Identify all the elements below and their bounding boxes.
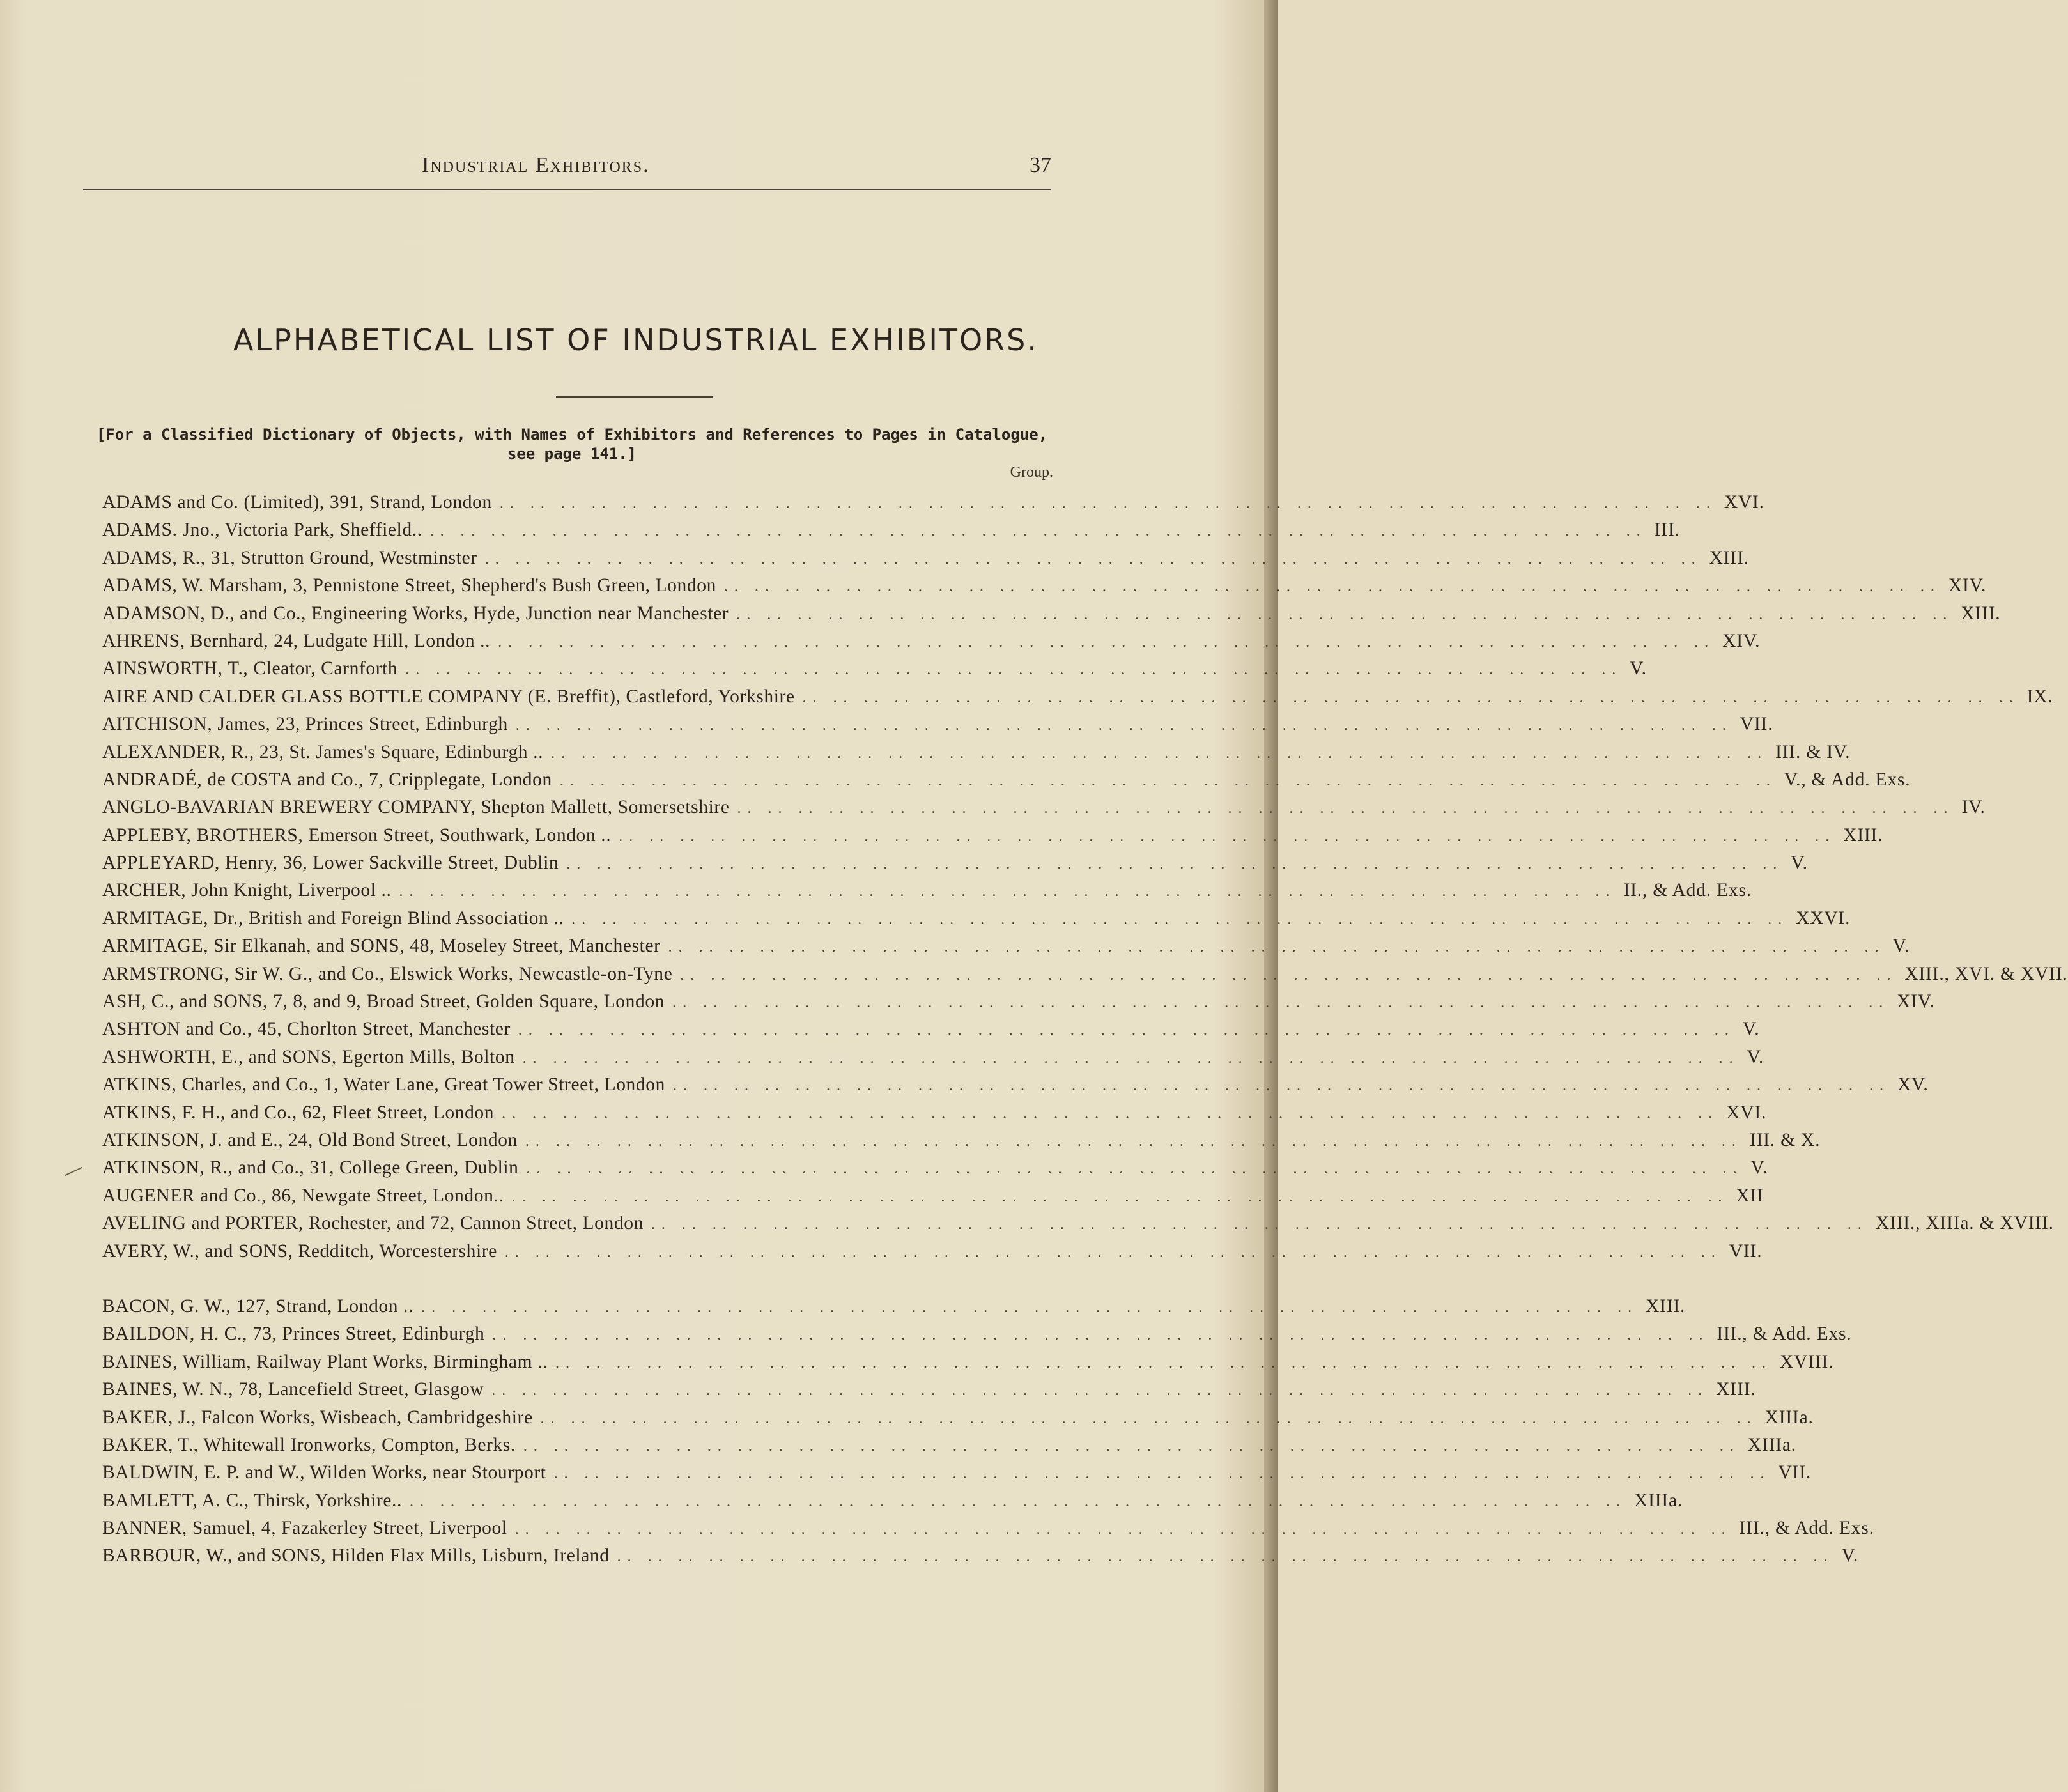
- leader-dots: .. .. .. .. .. .. .. .. .. .. .. .. .. .. .. .. .. .. .. .. .. .. .. .. .. .. .. .. .. .. .. .. .. .. .. .. .. .. .. ..: [499, 495, 1717, 512]
- leader-dots: .. .. .. .. .. .. .. .. .. .. .. .. .. .. .. .. .. .. .. .. .. .. .. .. .. .. .. .. .. .. .. .. .. .. .. .. .. .. .. ..: [723, 578, 1941, 596]
- exhibitor-name: AVELING and PORTER, Rochester, and 72, Cannon Street, London: [102, 1213, 644, 1234]
- exhibitor-group: XIII.: [1716, 1379, 1756, 1400]
- exhibitor-group: XXVI.: [1796, 908, 1851, 929]
- leader-dots: .. .. .. .. .. .. .. .. .. .. .. .. .. .. .. .. .. .. .. .. .. .. .. .. .. .. .. .. .. .. .. .. .. .. .. .. .. .. .. ..: [410, 1493, 1626, 1510]
- exhibitor-entry: [102, 516, 1680, 544]
- leader-dots: .. .. .. .. .. .. .. .. .. .. .. .. .. .. .. .. .. .. .. .. .. .. .. .. .. .. .. .. .. .. .. .. .. .. .. .. .. .. .. ..: [571, 911, 1789, 928]
- exhibitor-group: VII.: [1740, 714, 1773, 735]
- exhibitor-group: XIIIa.: [1764, 1407, 1814, 1428]
- exhibitor-group: XIII.: [1961, 603, 2001, 624]
- leader-dots: .. .. .. .. .. .. .. .. .. .. .. .. .. .. .. .. .. .. .. .. .. .. .. .. .. .. .. .. .. .. .. .. .. .. .. .. .. .. .. ..: [736, 606, 1954, 623]
- exhibitor-group: V.: [1747, 1046, 1764, 1067]
- exhibitor-name: ALEXANDER, R., 23, St. James's Square, Edinburgh ..: [102, 741, 544, 762]
- page-title: ALPHABETICAL LIST OF INDUSTRIAL EXHIBITORS.: [233, 323, 1038, 357]
- exhibitor-group: VII.: [1729, 1240, 1763, 1262]
- leader-dots: .. .. .. .. .. .. .. .. .. .. .. .. .. .. .. .. .. .. .. .. .. .. .. .. .. .. .. .. .. .. .. .. .. .. .. .. .. .. .. ..: [498, 633, 1715, 651]
- exhibitor-group: II., & Add. Exs.: [1623, 880, 1752, 901]
- exhibitor-name: BALDWIN, E. P. and W., Wilden Works, near Stourport: [102, 1462, 546, 1483]
- exhibitor-group: XIII.: [1843, 824, 1883, 846]
- exhibitor-name: ARMITAGE, Sir Elkanah, and SONS, 48, Moseley Street, Manchester: [102, 936, 661, 957]
- leader-dots: .. .. .. .. .. .. .. .. .. .. .. .. .. .. .. .. .. .. .. .. .. .. .. .. .. .. .. .. .. .. .. .. .. .. .. .. .. .. .. ..: [672, 994, 1890, 1012]
- exhibitor-name: ARMITAGE, Dr., British and Foreign Blind Association ..: [102, 908, 564, 929]
- exhibitor-group: XV.: [1897, 1074, 1929, 1095]
- leader-dots: .. .. .. .. .. .. .. .. .. .. .. .. .. .. .. .. .. .. .. .. .. .. .. .. .. .. .. .. .. .. .. .. .. .. .. .. .. .. .. ..: [551, 745, 1768, 762]
- exhibitor-group: XIII.: [1646, 1295, 1686, 1317]
- exhibitor-name: BANNER, Samuel, 4, Fazakerley Street, Liverpool: [102, 1518, 507, 1539]
- page-number: 37: [1030, 153, 1051, 177]
- leader-dots: .. .. .. .. .. .. .. .. .. .. .. .. .. .. .. .. .. .. .. .. .. .. .. .. .. .. .. .. .. .. .. .. .. .. .. .. .. .. .. ..: [559, 772, 1777, 789]
- exhibitor-entry: [102, 932, 1910, 960]
- exhibitor-entry: [102, 1182, 1764, 1210]
- exhibitor-name: ANGLO-BAVARIAN BREWERY COMPANY, Shepton Mallett, Somersetshire: [102, 797, 730, 818]
- leader-dots: .. .. .. .. .. .. .. .. .. .. .. .. .. .. .. .. .. .. .. .. .. .. .. .. .. .. .. .. .. .. .. .. .. .. .. .. .. .. .. ..: [668, 939, 1885, 956]
- leader-dots: .. .. .. .. .. .. .. .. .. .. .. .. .. .. .. .. .. .. .. .. .. .. .. .. .. .. .. .. .. .. .. .. .. .. .. .. .. .. .. ..: [651, 1216, 1868, 1233]
- exhibitor-entry: [102, 1348, 1834, 1376]
- exhibitor-entry: [102, 600, 2001, 628]
- exhibitor-name: BAINES, William, Railway Plant Works, Birmingham ..: [102, 1351, 548, 1372]
- exhibitor-name: ADAMS. Jno., Victoria Park, Sheffield..: [102, 520, 422, 541]
- leader-dots: .. .. .. .. .. .. .. .. .. .. .. .. .. .. .. .. .. .. .. .. .. .. .. .. .. .. .. .. .. .. .. .. .. .. .. .. .. .. .. ..: [619, 828, 1836, 845]
- exhibitor-group: XIII., XVI. & XVII.: [1904, 963, 2068, 984]
- exhibitor-group: XIIIa.: [1747, 1434, 1796, 1455]
- exhibitor-group: XVI.: [1726, 1102, 1767, 1123]
- exhibitor-group: XII: [1736, 1185, 1764, 1206]
- running-title: Industrial Exhibitors.: [422, 153, 650, 177]
- leader-dots: .. .. .. .. .. .. .. .. .. .. .. .. .. .. .. .. .. .. .. .. .. .. .. .. .. .. .. .. .. .. .. .. .. .. .. .. .. .. .. ..: [737, 800, 1954, 817]
- leader-dots: .. .. .. .. .. .. .. .. .. .. .. .. .. .. .. .. .. .. .. .. .. .. .. .. .. .. .. .. .. .. .. .. .. .. .. .. .. .. .. ..: [802, 689, 2019, 706]
- exhibitor-entry: [102, 1154, 1768, 1182]
- exhibitor-group: III.: [1654, 520, 1680, 541]
- exhibitor-group: V.: [1630, 658, 1647, 679]
- exhibitor-group: V.: [1892, 936, 1910, 957]
- exhibitor-entry: [102, 1044, 1764, 1071]
- leader-dots: .. .. .. .. .. .. .. .. .. .. .. .. .. .. .. .. .. .. .. .. .. .. .. .. .. .. .. .. .. .. .. .. .. .. .. .. .. .. .. ..: [514, 1521, 1732, 1538]
- leader-dots: .. .. .. .. .. .. .. .. .. .. .. .. .. .. .. .. .. .. .. .. .. .. .. .. .. .. .. .. .. .. .. .. .. .. .. .. .. .. .. ..: [399, 883, 1616, 900]
- exhibitor-name: ARMSTRONG, Sir W. G., and Co., Elswick Works, Newcastle-on-Tyne: [102, 963, 673, 984]
- exhibitor-group: XIIIa.: [1634, 1490, 1683, 1511]
- catalogue-note: [For a Classified Dictionary of Objects, with Names of Exhibitors and References to Pages in Catalogue, see page 141.]: [96, 426, 1048, 463]
- exhibitor-entry: [102, 1320, 1852, 1348]
- exhibitor-group: XIV.: [1897, 991, 1935, 1012]
- leader-dots: .. .. .. .. .. .. .. .. .. .. .. .. .. .. .. .. .. .. .. .. .. .. .. .. .. .. .. .. .. .. .. .. .. .. .. .. .. .. .. ..: [484, 550, 1702, 568]
- exhibitor-name: AVERY, W., and SONS, Redditch, Worcestershire: [102, 1240, 497, 1262]
- exhibitor-entry: [102, 1238, 1763, 1265]
- exhibitor-entry: [102, 822, 1883, 849]
- exhibitor-name: ASHWORTH, E., and SONS, Egerton Mills, Bolton: [102, 1046, 515, 1067]
- leader-dots: .. .. .. .. .. .. .. .. .. .. .. .. .. .. .. .. .. .. .. .. .. .. .. .. .. .. .. .. .. .. .. .. .. .. .. .. .. .. .. ..: [672, 1078, 1890, 1095]
- exhibitor-name: AUGENER and Co., 86, Newgate Street, London..: [102, 1185, 504, 1206]
- leader-dots: .. .. .. .. .. .. .. .. .. .. .. .. .. .. .. .. .. .. .. .. .. .. .. .. .. .. .. .. .. .. .. .. .. .. .. .. .. .. .. ..: [502, 1105, 1719, 1122]
- exhibitor-entry: [102, 1487, 1683, 1515]
- exhibitor-name: BACON, G. W., 127, Strand, London ..: [102, 1295, 414, 1317]
- leader-dots: .. .. .. .. .. .. .. .. .. .. .. .. .. .. .. .. .. .. .. .. .. .. .. .. .. .. .. .. .. .. .. .. .. .. .. .. .. .. .. ..: [555, 1354, 1773, 1371]
- exhibitor-group: VII.: [1778, 1462, 1812, 1483]
- exhibitor-entry: [102, 1376, 1756, 1403]
- leader-dots: .. .. .. .. .. .. .. .. .. .. .. .. .. .. .. .. .. .. .. .. .. .. .. .. .. .. .. .. .. .. .. .. .. .. .. .. .. .. .. ..: [617, 1549, 1834, 1566]
- leader-dots: .. .. .. .. .. .. .. .. .. .. .. .. .. .. .. .. .. .. .. .. .. .. .. .. .. .. .. .. .. .. .. .. .. .. .. .. .. .. .. ..: [522, 1049, 1740, 1067]
- title-rule: [556, 396, 713, 398]
- leader-dots: .. .. .. .. .. .. .. .. .. .. .. .. .. .. .. .. .. .. .. .. .. .. .. .. .. .. .. .. .. .. .. .. .. .. .. .. .. .. .. ..: [511, 1188, 1729, 1205]
- leader-dots: .. .. .. .. .. .. .. .. .. .. .. .. .. .. .. .. .. .. .. .. .. .. .. .. .. .. .. .. .. .. .. .. .. .. .. .. .. .. .. ..: [504, 1244, 1722, 1261]
- exhibitor-name: BAKER, T., Whitewall Ironworks, Compton, Berks.: [102, 1434, 516, 1455]
- exhibitor-name: BAINES, W. N., 78, Lancefield Street, Glasgow: [102, 1379, 484, 1400]
- exhibitor-entry: [102, 572, 1987, 599]
- exhibitor-name: ATKINSON, J. and E., 24, Old Bond Street, London: [102, 1129, 518, 1150]
- exhibitor-group: V.: [1742, 1019, 1760, 1040]
- exhibitor-name: AITCHISON, James, 23, Princes Street, Edinburgh: [102, 714, 508, 735]
- exhibitor-entry: [102, 877, 1752, 904]
- exhibitor-group: XIV.: [1948, 575, 1987, 596]
- exhibitor-entry: [102, 1432, 1796, 1459]
- exhibitor-entry: [102, 1071, 1929, 1099]
- exhibitor-entry: [102, 1127, 1821, 1154]
- exhibitor-entry: [102, 683, 2053, 711]
- exhibitor-group: IX.: [2026, 686, 2053, 707]
- exhibitor-name: ATKINS, Charles, and Co., 1, Water Lane, Great Tower Street, London: [102, 1074, 665, 1095]
- pencil-mark: [65, 1167, 82, 1176]
- leader-dots: .. .. .. .. .. .. .. .. .. .. .. .. .. .. .. .. .. .. .. .. .. .. .. .. .. .. .. .. .. .. .. .. .. .. .. .. .. .. .. ..: [429, 523, 1647, 540]
- exhibitor-group: III. & IV.: [1775, 741, 1851, 762]
- exhibitor-entry: [102, 711, 1773, 738]
- exhibitor-entry: [102, 1404, 1814, 1432]
- exhibitor-entry: [102, 1515, 1874, 1542]
- exhibitor-name: ATKINS, F. H., and Co., 62, Fleet Street, London: [102, 1102, 495, 1123]
- exhibitor-entry: [102, 905, 1851, 932]
- exhibitor-group: XIII., XIIIa. & XVIII.: [1875, 1213, 2054, 1234]
- leader-dots: .. .. .. .. .. .. .. .. .. .. .. .. .. .. .. .. .. .. .. .. .. .. .. .. .. .. .. .. .. .. .. .. .. .. .. .. .. .. .. ..: [525, 1132, 1742, 1150]
- exhibitor-group: XVIII.: [1780, 1351, 1834, 1372]
- exhibitor-entry: [102, 739, 1851, 766]
- exhibitor-name: APPLEYARD, Henry, 36, Lower Sackville Street, Dublin: [102, 853, 559, 874]
- exhibitor-entry: [102, 1293, 1686, 1320]
- exhibitor-group: V., & Add. Exs.: [1784, 769, 1911, 790]
- leader-dots: .. .. .. .. .. .. .. .. .. .. .. .. .. .. .. .. .. .. .. .. .. .. .. .. .. .. .. .. .. .. .. .. .. .. .. .. .. .. .. ..: [566, 856, 1784, 873]
- exhibitor-name: AIRE AND CALDER GLASS BOTTLE COMPANY (E. Breffit), Castleford, Yorkshire: [102, 686, 795, 707]
- leader-dots: .. .. .. .. .. .. .. .. .. .. .. .. .. .. .. .. .. .. .. .. .. .. .. .. .. .. .. .. .. .. .. .. .. .. .. .. .. .. .. ..: [421, 1299, 1639, 1316]
- leader-dots: .. .. .. .. .. .. .. .. .. .. .. .. .. .. .. .. .. .. .. .. .. .. .. .. .. .. .. .. .. .. .. .. .. .. .. .. .. .. .. ..: [515, 717, 1732, 734]
- exhibitor-name: BAMLETT, A. C., Thirsk, Yorkshire..: [102, 1490, 402, 1511]
- exhibitor-entry: [102, 1210, 2054, 1237]
- group-column-header: Group.: [1010, 464, 1053, 481]
- exhibitor-name: ANDRADÉ, de COSTA and Co., 7, Cripplegate, London: [102, 769, 552, 790]
- exhibitor-entry: [102, 1542, 1859, 1570]
- running-head: [83, 153, 1051, 185]
- exhibitor-group: V.: [1791, 853, 1808, 874]
- leader-dots: .. .. .. .. .. .. .. .. .. .. .. .. .. .. .. .. .. .. .. .. .. .. .. .. .. .. .. .. .. .. .. .. .. .. .. .. .. .. .. ..: [492, 1327, 1709, 1344]
- leader-dots: .. .. .. .. .. .. .. .. .. .. .. .. .. .. .. .. .. .. .. .. .. .. .. .. .. .. .. .. .. .. .. .. .. .. .. .. .. .. .. ..: [518, 1022, 1735, 1039]
- exhibitor-group: XIV.: [1722, 630, 1761, 651]
- exhibitor-name: ADAMS, W. Marsham, 3, Pennistone Street, Shepherd's Bush Green, London: [102, 575, 716, 596]
- exhibitor-group: III., & Add. Exs.: [1717, 1324, 1852, 1345]
- exhibitor-name: APPLEBY, BROTHERS, Emerson Street, Southwark, London ..: [102, 824, 612, 846]
- header-rule: [83, 189, 1051, 190]
- exhibitor-group: XVI.: [1724, 492, 1764, 513]
- exhibitor-entry: [102, 545, 1749, 572]
- exhibitor-group: III., & Add. Exs.: [1739, 1518, 1874, 1539]
- leader-dots: .. .. .. .. .. .. .. .. .. .. .. .. .. .. .. .. .. .. .. .. .. .. .. .. .. .. .. .. .. .. .. .. .. .. .. .. .. .. .. ..: [553, 1465, 1771, 1483]
- exhibitor-list: [102, 489, 2068, 1570]
- leader-dots: .. .. .. .. .. .. .. .. .. .. .. .. .. .. .. .. .. .. .. .. .. .. .. .. .. .. .. .. .. .. .. .. .. .. .. .. .. .. .. ..: [540, 1410, 1757, 1427]
- exhibitor-entry: [102, 1459, 1812, 1487]
- leader-dots: .. .. .. .. .. .. .. .. .. .. .. .. .. .. .. .. .. .. .. .. .. .. .. .. .. .. .. .. .. .. .. .. .. .. .. .. .. .. .. ..: [405, 661, 1623, 679]
- exhibitor-group: IV.: [1961, 797, 1986, 818]
- exhibitor-name: AINSWORTH, T., Cleator, Carnforth: [102, 658, 398, 679]
- leader-dots: .. .. .. .. .. .. .. .. .. .. .. .. .. .. .. .. .. .. .. .. .. .. .. .. .. .. .. .. .. .. .. .. .. .. .. .. .. .. .. ..: [526, 1161, 1743, 1178]
- exhibitor-entry: [102, 1099, 1767, 1127]
- exhibitor-group: V.: [1841, 1545, 1859, 1566]
- exhibitor-name: BAKER, J., Falcon Works, Wisbeach, Cambridgeshire: [102, 1407, 533, 1428]
- exhibitor-entry: [102, 1016, 1760, 1043]
- exhibitor-entry: [102, 961, 2068, 988]
- exhibitor-group: V.: [1750, 1157, 1768, 1178]
- exhibitor-entry: [102, 766, 1911, 794]
- exhibitor-group: III. & X.: [1749, 1129, 1821, 1150]
- leader-dots: .. .. .. .. .. .. .. .. .. .. .. .. .. .. .. .. .. .. .. .. .. .. .. .. .. .. .. .. .. .. .. .. .. .. .. .. .. .. .. ..: [523, 1437, 1740, 1455]
- exhibitor-name: ASHTON and Co., 45, Chorlton Street, Manchester: [102, 1019, 511, 1040]
- exhibitor-name: ADAMS, R., 31, Strutton Ground, Westminster: [102, 547, 477, 568]
- exhibitor-name: BARBOUR, W., and SONS, Hilden Flax Mills, Lisburn, Ireland: [102, 1545, 610, 1566]
- exhibitor-name: ARCHER, John Knight, Liverpool ..: [102, 880, 392, 901]
- exhibitor-entry: [102, 988, 1935, 1016]
- exhibitor-name: ADAMSON, D., and Co., Engineering Works, Hyde, Junction near Manchester: [102, 603, 729, 624]
- exhibitor-entry: [102, 794, 1986, 821]
- exhibitor-entry: [102, 489, 1764, 516]
- leader-dots: .. .. .. .. .. .. .. .. .. .. .. .. .. .. .. .. .. .. .. .. .. .. .. .. .. .. .. .. .. .. .. .. .. .. .. .. .. .. .. ..: [680, 966, 1897, 984]
- exhibitor-name: AHRENS, Bernhard, 24, Ludgate Hill, London ..: [102, 630, 491, 651]
- exhibitor-group: XIII.: [1709, 547, 1749, 568]
- exhibitor-entry: [102, 655, 1647, 683]
- exhibitor-name: BAILDON, H. C., 73, Princes Street, Edinburgh: [102, 1324, 485, 1345]
- exhibitor-name: ADAMS and Co. (Limited), 391, Strand, London: [102, 492, 492, 513]
- exhibitor-entry: [102, 849, 1808, 877]
- exhibitor-name: ATKINSON, R., and Co., 31, College Green, Dublin: [102, 1157, 519, 1178]
- leader-dots: .. .. .. .. .. .. .. .. .. .. .. .. .. .. .. .. .. .. .. .. .. .. .. .. .. .. .. .. .. .. .. .. .. .. .. .. .. .. .. ..: [491, 1382, 1709, 1400]
- exhibitor-name: ASH, C., and SONS, 7, 8, and 9, Broad Street, Golden Square, London: [102, 991, 665, 1012]
- exhibitor-entry: [102, 628, 1761, 655]
